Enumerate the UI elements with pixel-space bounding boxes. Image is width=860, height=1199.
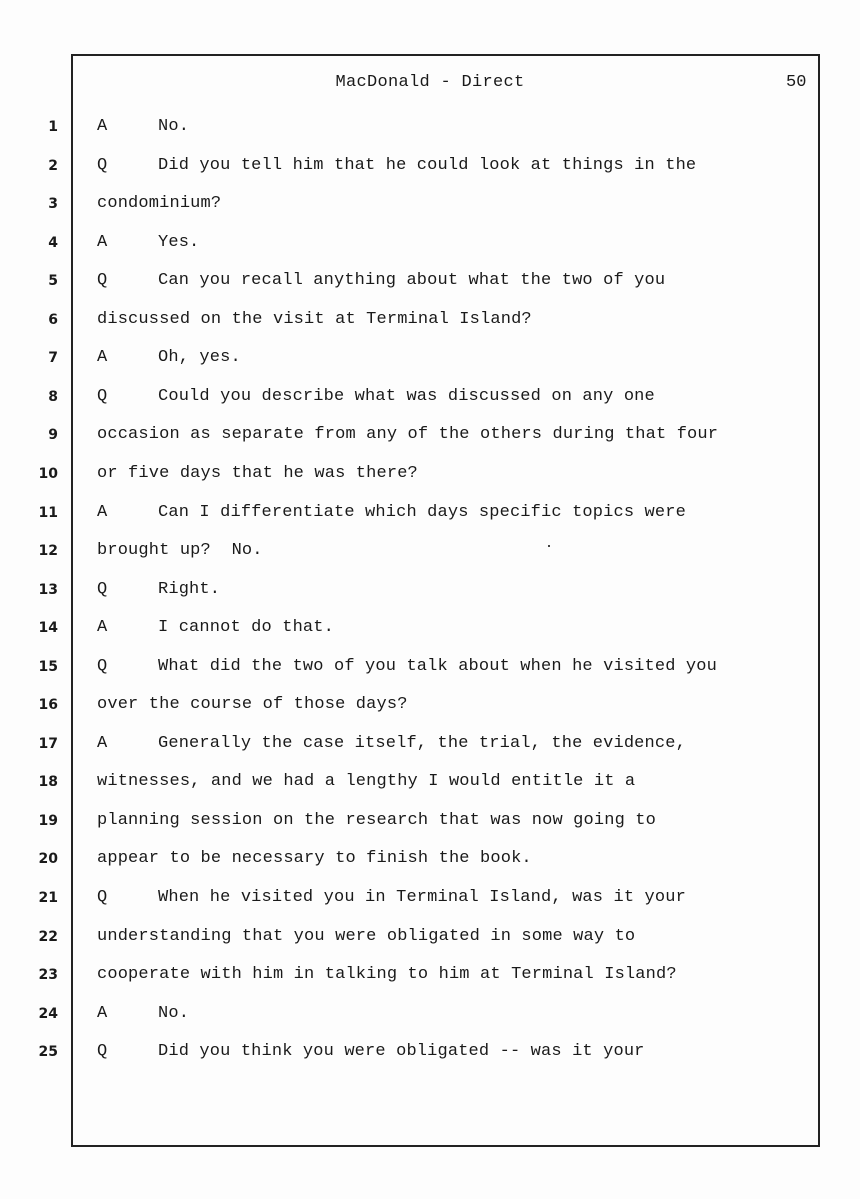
line-text: brought up? No. [97,541,263,561]
transcript-line [0,115,860,139]
transcript-line [0,346,860,370]
speaker-label: Q [97,888,108,907]
transcript-line [0,809,860,833]
line-text: appear to be necessary to finish the book. [97,849,532,869]
line-text: Did you think you were obligated -- was it your [158,1042,645,1062]
line-number: 17 [38,735,58,752]
line-text: Right. [158,579,221,599]
transcript-line [0,655,860,679]
transcript-line [0,1040,860,1064]
line-number: 6 [48,311,58,328]
line-text: Yes. [158,232,200,252]
line-text: discussed on the visit at Terminal Island? [97,309,532,329]
line-text: occasion as separate from any of the others during that four [97,425,719,445]
transcript-line [0,423,860,447]
line-text: When he visited you in Terminal Island, was it your [158,888,686,907]
line-number: 3 [48,196,58,213]
line-text: Can you recall anything about what the two of you [158,271,666,291]
transcript-line [0,578,860,602]
line-number: 11 [38,504,58,521]
line-number: 8 [48,388,58,405]
speaker-label: A [97,733,108,753]
line-number: 16 [38,697,58,714]
line-number: 20 [38,851,58,868]
speaker-label: A [97,232,108,252]
transcript-line [0,732,860,756]
line-text: Can I differentiate which days specific topics were [158,502,686,522]
page-number: 50 [786,73,807,92]
line-number: 15 [38,658,58,675]
line-text: Generally the case itself, the trial, the evidence, [158,733,686,753]
transcript-line [0,269,860,293]
line-text: No. [158,117,190,136]
page-header-title: MacDonald - Direct [335,73,525,92]
line-text: No. [158,1003,190,1023]
line-number: 18 [38,774,58,791]
speaker-label: Q [97,656,108,676]
transcript-line [0,501,860,525]
transcript-line [0,925,860,949]
line-text: What did the two of you talk about when he visited you [158,656,717,676]
line-text: Did you tell him that he could look at things in the [158,155,697,175]
transcript-line [0,385,860,409]
line-number: 10 [38,465,58,482]
speaker-label: A [97,618,108,638]
speaker-label: Q [97,271,108,291]
line-number: 7 [48,350,58,367]
line-number: 13 [38,581,58,598]
transcript-line [0,154,860,178]
speaker-label: A [97,1003,108,1023]
transcript-line [0,462,860,486]
transcript-line [0,616,860,640]
line-number: 9 [48,427,58,444]
transcript-line [0,1002,860,1026]
speaker-label: Q [97,386,108,406]
line-number: 24 [38,1005,58,1022]
transcript-line [0,886,860,910]
speaker-label: A [97,502,108,522]
line-text: or five days that he was there? [97,463,418,483]
line-number: 22 [38,928,58,945]
line-number: 14 [38,620,58,637]
line-number: 23 [38,967,58,984]
line-text: cooperate with him in talking to him at Terminal Island? [97,965,677,985]
speaker-label: A [97,348,108,368]
transcript-line [0,847,860,871]
speaker-label: A [97,117,108,136]
line-number: 4 [48,234,58,251]
line-number: 1 [48,119,58,135]
transcript-line [0,693,860,717]
transcript-line [0,192,860,216]
transcript-line [0,539,860,563]
line-number: 21 [38,890,58,906]
line-text: condominium? [97,194,222,214]
line-text: Could you describe what was discussed on any one [158,386,655,406]
transcript-line [0,231,860,255]
line-text: planning session on the research that was now going to [97,810,656,830]
scan-artifact-dot [548,545,550,547]
speaker-label: Q [97,1042,108,1062]
speaker-label: Q [97,155,108,175]
line-number: 19 [38,812,58,829]
line-number: 2 [48,157,58,174]
line-text: understanding that you were obligated in some way to [97,926,636,946]
transcript-line [0,770,860,794]
speaker-label: Q [97,579,108,599]
transcript-line [0,308,860,332]
line-number: 5 [48,273,58,290]
line-text: I cannot do that. [158,618,334,638]
line-number: 12 [38,543,58,560]
line-text: witnesses, and we had a lengthy I would entitle it a [97,772,636,792]
line-number: 25 [38,1044,58,1061]
line-text: Oh, yes. [158,348,241,368]
transcript-line [0,963,860,987]
line-text: over the course of those days? [97,695,408,715]
